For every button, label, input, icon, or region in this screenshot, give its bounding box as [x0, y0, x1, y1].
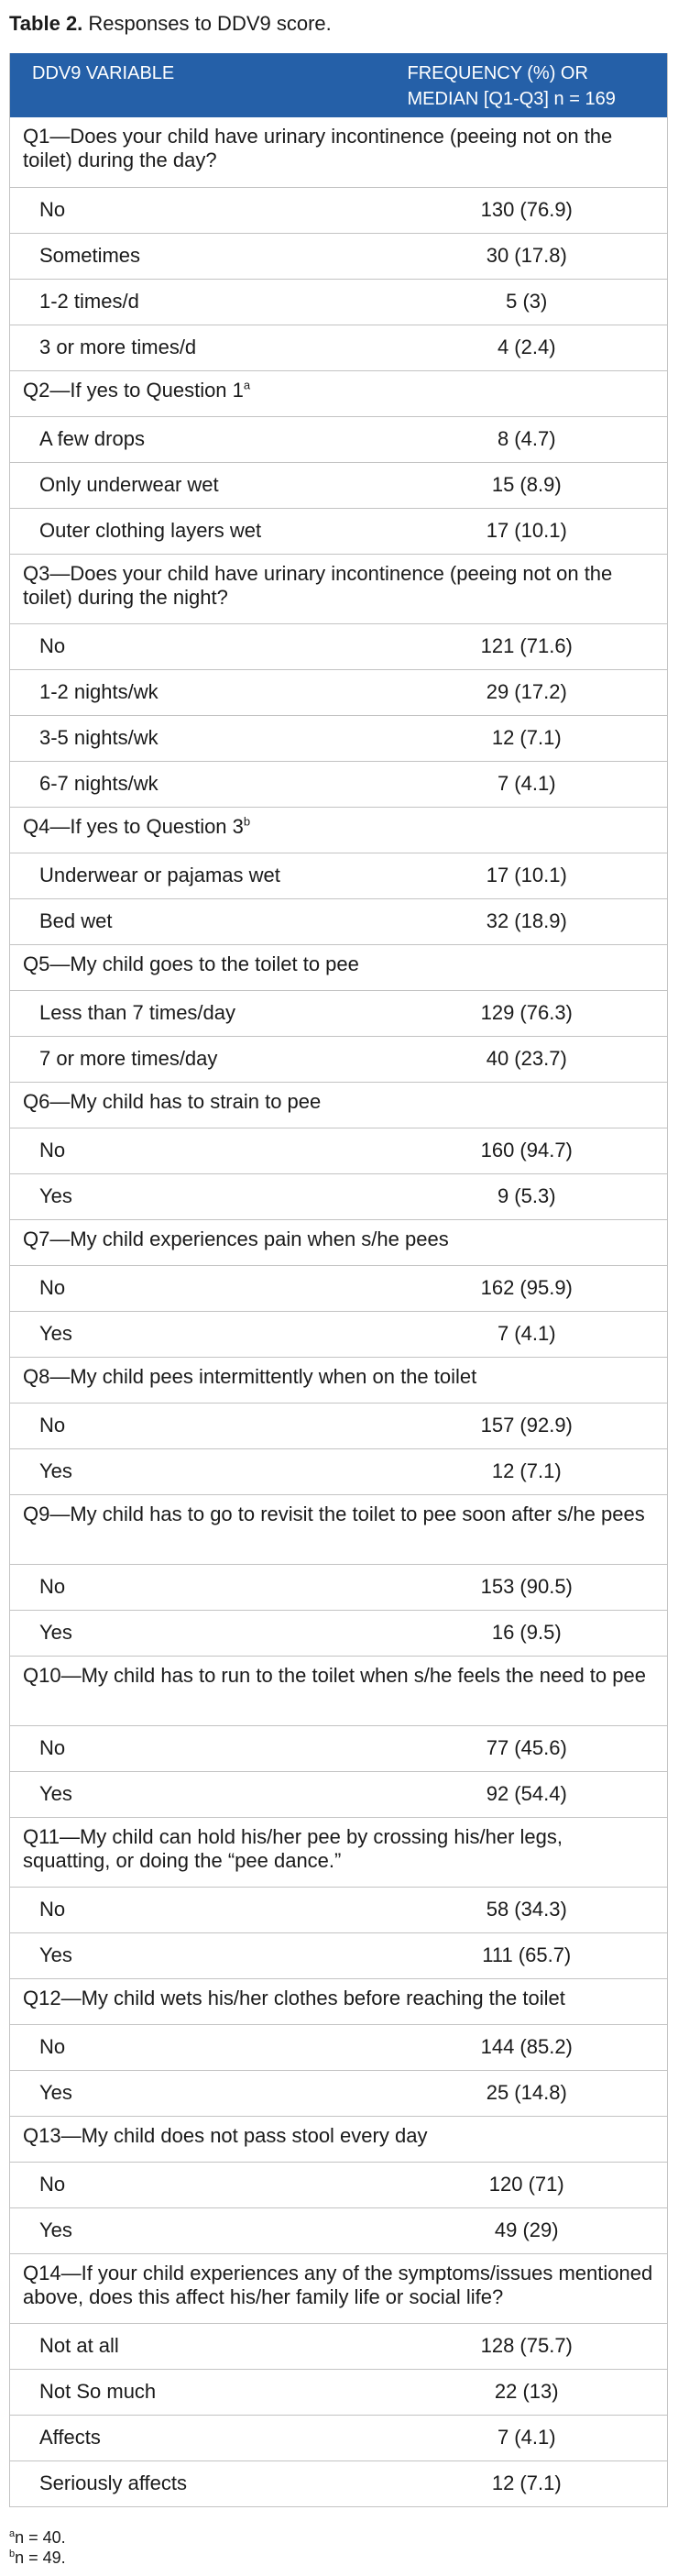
table-row: [10, 279, 668, 325]
question-text: [10, 1494, 668, 1564]
response-option: Underwear or pajamas wet: [10, 853, 386, 898]
response-frequency: 58 (34.3): [386, 1887, 668, 1932]
response-frequency: 153 (90.5): [386, 1564, 668, 1610]
response-option: 1-2 times/d: [10, 279, 386, 325]
table-row: [10, 1448, 668, 1494]
question-text: [10, 1817, 668, 1887]
question-row: [10, 1357, 668, 1403]
ddv9-table: [9, 53, 668, 2507]
question-row: [10, 944, 668, 990]
response-frequency: 22 (13): [386, 2369, 668, 2415]
header-frequency: [386, 53, 668, 117]
question-text: [10, 2116, 668, 2162]
table-row: [10, 1771, 668, 1817]
question-row: [10, 117, 668, 187]
response-option: Less than 7 times/day: [10, 990, 386, 1036]
response-frequency: 77 (45.6): [386, 1725, 668, 1771]
table-row: [10, 416, 668, 462]
table-row: [10, 1564, 668, 1610]
response-frequency: 17 (10.1): [386, 853, 668, 898]
response-frequency: 9 (5.3): [386, 1173, 668, 1219]
question-row: [10, 1082, 668, 1128]
footnote-text: n = 49.: [15, 2548, 66, 2567]
response-frequency: 111 (65.7): [386, 1932, 668, 1978]
question-label: Q3—Does your child have urinary incontinence (peeing not on the toilet) during the night?: [23, 561, 613, 609]
footnote: [9, 2527, 669, 2548]
question-row: [10, 1494, 668, 1564]
response-option: No: [10, 1564, 386, 1610]
question-label: Q1—Does your child have urinary incontinence (peeing not on the toilet) during the day?: [23, 125, 613, 171]
response-frequency: 157 (92.9): [386, 1403, 668, 1448]
response-frequency: 12 (7.1): [386, 715, 668, 761]
footnote-mark: b: [9, 2548, 16, 2559]
response-frequency: 92 (54.4): [386, 1771, 668, 1817]
table-row: [10, 2415, 668, 2460]
response-option: 6-7 nights/wk: [10, 761, 386, 807]
question-text: [10, 944, 668, 990]
response-frequency: 15 (8.9): [386, 462, 668, 508]
header-variable: DDV9 VARIABLE: [10, 53, 386, 117]
question-text: [10, 370, 668, 416]
table-body: [10, 117, 668, 2506]
question-label: Q5—My child goes to the toilet to pee: [23, 952, 359, 975]
table-row: [10, 1311, 668, 1357]
response-frequency: 162 (95.9): [386, 1265, 668, 1311]
response-option: No: [10, 1265, 386, 1311]
table-row: [10, 623, 668, 669]
response-option: No: [10, 623, 386, 669]
response-option: Bed wet: [10, 898, 386, 944]
table-row: [10, 2460, 668, 2506]
table-row: [10, 462, 668, 508]
question-label: Q7—My child experiences pain when s/he pees: [23, 1227, 449, 1250]
response-option: No: [10, 2162, 386, 2207]
table-row: [10, 669, 668, 715]
response-frequency: 120 (71): [386, 2162, 668, 2207]
response-frequency: 160 (94.7): [386, 1128, 668, 1173]
table-row: [10, 898, 668, 944]
question-label: Q2—If yes to Question 1: [23, 378, 244, 402]
table-row: [10, 853, 668, 898]
response-option: Outer clothing layers wet: [10, 508, 386, 554]
header-sample-size: n = 169: [553, 89, 616, 109]
table-row: [10, 2207, 668, 2253]
response-frequency: 8 (4.7): [386, 416, 668, 462]
table-row: [10, 187, 668, 233]
table-row: [10, 1610, 668, 1656]
table-row: [10, 1036, 668, 1082]
question-row: [10, 1656, 668, 1725]
response-option: 3-5 nights/wk: [10, 715, 386, 761]
question-text: [10, 2253, 668, 2323]
response-option: A few drops: [10, 416, 386, 462]
question-label: Q14—If your child experiences any of the symptoms/issues mentioned above, does this affect his/her family life or social life?: [23, 2261, 653, 2308]
table-row: [10, 233, 668, 279]
question-label: Q12—My child wets his/her clothes before reaching the toilet: [23, 1986, 565, 2009]
response-option: No: [10, 1403, 386, 1448]
response-frequency: 29 (17.2): [386, 669, 668, 715]
question-row: [10, 1219, 668, 1265]
table-row: [10, 1725, 668, 1771]
table-row: [10, 1932, 668, 1978]
table-row: [10, 715, 668, 761]
table-row: [10, 508, 668, 554]
question-label: Q4—If yes to Question 3: [23, 814, 244, 838]
response-frequency: 129 (76.3): [386, 990, 668, 1036]
question-label: Q8—My child pees intermittently when on the toilet: [23, 1364, 477, 1388]
header-frequency-line1: FREQUENCY (%) OR: [407, 63, 588, 83]
response-option: Seriously affects: [10, 2460, 386, 2506]
response-frequency: 25 (14.8): [386, 2070, 668, 2116]
response-option: Yes: [10, 1173, 386, 1219]
table-row: [10, 1128, 668, 1173]
question-label: Q9—My child has to go to revisit the toilet to pee soon after s/he pees: [23, 1502, 645, 1525]
response-frequency: 7 (4.1): [386, 761, 668, 807]
response-option: Yes: [10, 2070, 386, 2116]
table-figure: [0, 11, 678, 2568]
response-option: Affects: [10, 2415, 386, 2460]
response-option: 7 or more times/day: [10, 1036, 386, 1082]
table-row: [10, 1173, 668, 1219]
table-row: [10, 2369, 668, 2415]
footnote-text: n = 40.: [15, 2527, 66, 2547]
response-frequency: 130 (76.9): [386, 187, 668, 233]
response-option: Yes: [10, 2207, 386, 2253]
question-row: [10, 807, 668, 853]
footnote-marker: a: [243, 378, 251, 392]
table-caption: [9, 11, 669, 37]
question-text: [10, 1978, 668, 2024]
footnote-mark: a: [9, 2527, 16, 2539]
table-header-row: [10, 53, 668, 117]
response-frequency: 128 (75.7): [386, 2323, 668, 2369]
footnote: [9, 2548, 669, 2568]
table-footnotes: [9, 2527, 669, 2568]
response-option: Yes: [10, 1448, 386, 1494]
table-row: [10, 2323, 668, 2369]
response-frequency: 32 (18.9): [386, 898, 668, 944]
response-frequency: 12 (7.1): [386, 2460, 668, 2506]
response-frequency: 7 (4.1): [386, 1311, 668, 1357]
question-text: [10, 1082, 668, 1128]
question-text: [10, 117, 668, 187]
response-option: 1-2 nights/wk: [10, 669, 386, 715]
table-row: [10, 325, 668, 370]
response-option: Yes: [10, 1771, 386, 1817]
response-option: Sometimes: [10, 233, 386, 279]
question-text: [10, 1656, 668, 1725]
question-row: [10, 2116, 668, 2162]
response-option: No: [10, 1128, 386, 1173]
response-frequency: 17 (10.1): [386, 508, 668, 554]
response-frequency: 30 (17.8): [386, 233, 668, 279]
response-frequency: 40 (23.7): [386, 1036, 668, 1082]
response-option: No: [10, 2024, 386, 2070]
table-row: [10, 2162, 668, 2207]
response-frequency: 4 (2.4): [386, 325, 668, 370]
question-label: Q6—My child has to strain to pee: [23, 1089, 322, 1113]
question-text: [10, 1219, 668, 1265]
response-option: Not at all: [10, 2323, 386, 2369]
question-text: [10, 554, 668, 623]
question-text: [10, 1357, 668, 1403]
question-label: Q13—My child does not pass stool every day: [23, 2123, 428, 2147]
table-row: [10, 1403, 668, 1448]
response-option: Yes: [10, 1311, 386, 1357]
question-row: [10, 1817, 668, 1887]
response-frequency: 16 (9.5): [386, 1610, 668, 1656]
response-frequency: 49 (29): [386, 2207, 668, 2253]
question-row: [10, 1978, 668, 2024]
question-text: [10, 807, 668, 853]
response-option: No: [10, 1887, 386, 1932]
table-title: Responses to DDV9 score.: [88, 12, 332, 35]
response-frequency: 12 (7.1): [386, 1448, 668, 1494]
response-frequency: 5 (3): [386, 279, 668, 325]
response-option: Yes: [10, 1932, 386, 1978]
response-option: Not So much: [10, 2369, 386, 2415]
header-frequency-line2: MEDIAN [Q1-Q3]: [407, 89, 549, 109]
table-row: [10, 2070, 668, 2116]
question-label: Q11—My child can hold his/her pee by crossing his/her legs, squatting, or doing the “pee dance.”: [23, 1824, 563, 1872]
table-row: [10, 1887, 668, 1932]
response-option: No: [10, 1725, 386, 1771]
response-frequency: 7 (4.1): [386, 2415, 668, 2460]
table-row: [10, 1265, 668, 1311]
question-label: Q10—My child has to run to the toilet when s/he feels the need to pee: [23, 1663, 646, 1687]
table-label: Table 2.: [9, 12, 83, 35]
response-option: No: [10, 187, 386, 233]
question-row: [10, 2253, 668, 2323]
table-row: [10, 761, 668, 807]
footnote-marker: b: [243, 814, 251, 829]
table-row: [10, 990, 668, 1036]
table-row: [10, 2024, 668, 2070]
question-row: [10, 370, 668, 416]
response-frequency: 121 (71.6): [386, 623, 668, 669]
question-row: [10, 554, 668, 623]
response-frequency: 144 (85.2): [386, 2024, 668, 2070]
response-option: 3 or more times/d: [10, 325, 386, 370]
response-option: Yes: [10, 1610, 386, 1656]
response-option: Only underwear wet: [10, 462, 386, 508]
